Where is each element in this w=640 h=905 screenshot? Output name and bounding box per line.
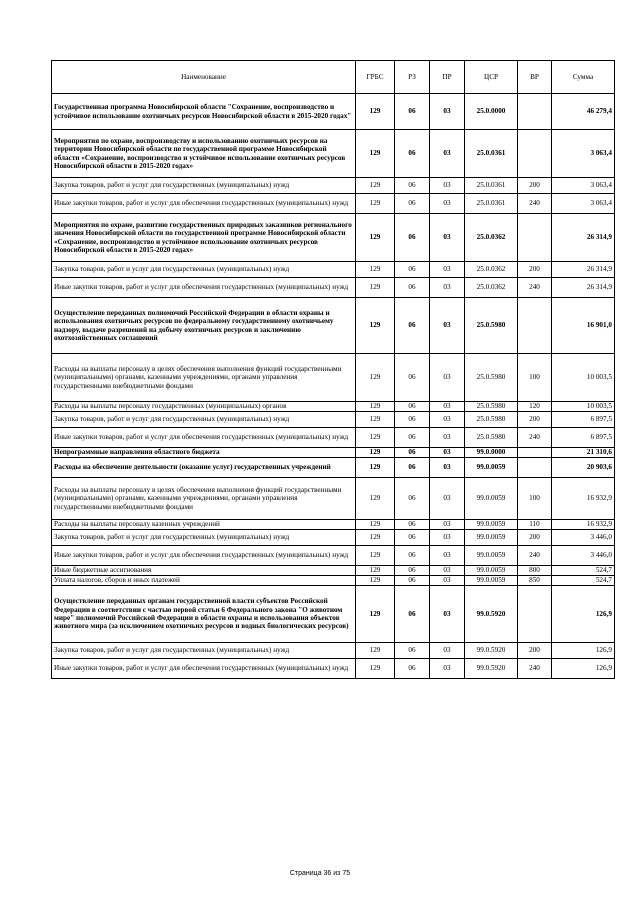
row-pr: 03 — [430, 530, 465, 546]
row-sum: 10 003,5 — [552, 402, 615, 412]
row-csr: 25.0.0000 — [465, 94, 518, 130]
row-rz: 06 — [395, 576, 430, 586]
row-vr — [518, 458, 552, 478]
row-rz: 06 — [395, 478, 430, 520]
row-grbs: 129 — [356, 586, 395, 643]
row-name: Иные бюджетные ассигнования — [52, 566, 356, 576]
row-grbs: 129 — [356, 520, 395, 530]
row-csr: 99.0.5920 — [465, 659, 518, 679]
row-rz: 06 — [395, 214, 430, 262]
row-vr — [518, 448, 552, 458]
row-vr: 240 — [518, 428, 552, 448]
row-name: Мероприятия по охране, развитию государственных природных заказников регионального значения Новосибирской области по государственной программе Новосибирской области «Сохранение, воспроизводство и устойчивое использование охотничьих ресурсов Новосибирской области в 2015-2020 годах» — [52, 214, 356, 262]
table-row — [52, 586, 615, 643]
row-name: Расходы на выплаты персоналу в целях обеспечения выполнения функций государственными (муниципальными) органами, казенными учреждениями, органами управления государственными внебюджетными фондами — [52, 478, 356, 520]
row-sum: 3 446,0 — [552, 530, 615, 546]
row-csr: 99.0.5920 — [465, 586, 518, 643]
row-grbs: 129 — [356, 576, 395, 586]
row-rz: 06 — [395, 448, 430, 458]
row-grbs: 129 — [356, 402, 395, 412]
row-pr: 03 — [430, 402, 465, 412]
row-rz: 06 — [395, 520, 430, 530]
table-row — [52, 214, 615, 262]
row-rz: 06 — [395, 178, 430, 194]
row-pr: 03 — [430, 458, 465, 478]
row-rz: 06 — [395, 586, 430, 643]
table-row — [52, 448, 615, 458]
row-sum: 20 903,6 — [552, 458, 615, 478]
row-name: Закупка товаров, работ и услуг для государственных (муниципальных) нужд — [52, 262, 356, 278]
table-header-row — [52, 61, 615, 94]
table-row — [52, 94, 615, 130]
row-grbs: 129 — [356, 262, 395, 278]
row-csr: 25.0.0361 — [465, 130, 518, 178]
row-vr: 240 — [518, 546, 552, 566]
table-row — [52, 178, 615, 194]
row-grbs: 129 — [356, 458, 395, 478]
header-name: Наименование — [52, 61, 356, 94]
row-vr: 200 — [518, 530, 552, 546]
header-pr: ПР — [430, 61, 465, 94]
row-sum: 3 446,0 — [552, 546, 615, 566]
table-row — [52, 478, 615, 520]
row-pr: 03 — [430, 478, 465, 520]
row-csr: 99.0.5920 — [465, 643, 518, 659]
row-csr: 25.0.5980 — [465, 298, 518, 354]
row-pr: 03 — [430, 298, 465, 354]
page-number: Страница 36 из 75 — [289, 870, 351, 877]
table-row — [52, 262, 615, 278]
row-rz: 06 — [395, 643, 430, 659]
table-row — [52, 566, 615, 576]
row-sum: 6 897,5 — [552, 412, 615, 428]
table-row — [52, 643, 615, 659]
row-rz: 06 — [395, 94, 430, 130]
row-rz: 06 — [395, 298, 430, 354]
table-row — [52, 194, 615, 214]
row-vr: 200 — [518, 643, 552, 659]
table-row — [52, 458, 615, 478]
budget-table — [51, 60, 615, 679]
row-sum: 3 063,4 — [552, 194, 615, 214]
header-sum: Сумма — [552, 61, 615, 94]
row-sum: 21 310,6 — [552, 448, 615, 458]
row-grbs: 129 — [356, 214, 395, 262]
table-row — [52, 298, 615, 354]
header-csr: ЦСР — [465, 61, 518, 94]
row-sum: 16 932,9 — [552, 520, 615, 530]
table-row — [52, 576, 615, 586]
row-grbs: 129 — [356, 448, 395, 458]
row-grbs: 129 — [356, 412, 395, 428]
row-sum: 26 314,9 — [552, 278, 615, 298]
row-sum: 524,7 — [552, 576, 615, 586]
row-name: Государственная программа Новосибирской области "Сохранение, воспроизводство и устойчивое использование охотничьих ресурсов Новосибирской области в 2015-2020 годах" — [52, 94, 356, 130]
row-grbs: 129 — [356, 566, 395, 576]
table-row — [52, 659, 615, 679]
row-sum: 6 897,5 — [552, 428, 615, 448]
row-sum: 16 932,9 — [552, 478, 615, 520]
row-csr: 25.0.5980 — [465, 354, 518, 402]
row-pr: 03 — [430, 194, 465, 214]
row-name: Иные закупки товаров, работ и услуг для обеспечения государственных (муниципальных) нужд — [52, 659, 356, 679]
row-grbs: 129 — [356, 428, 395, 448]
row-name: Осуществление переданных полномочий Российской Федерации в области охраны и использования охотничьих ресурсов по федеральному государственному охотничьему надзору, выдаче разрешений на добычу охотничьих ресурсов и заключению охотхозяйственных соглашений — [52, 298, 356, 354]
row-csr: 25.0.5980 — [465, 412, 518, 428]
row-rz: 06 — [395, 566, 430, 576]
table-row — [52, 278, 615, 298]
table-row — [52, 546, 615, 566]
row-name: Осуществление переданных органам государственной власти субъектов Российской Федерации в соответствии с частью первой статьи 6 Федерального закона "О животном мире" полномочий Российской Федерации в области охраны и использования объектов животного мира (за исключением охотничьих ресурсов и водных биологических ресурсов) — [52, 586, 356, 643]
row-pr: 03 — [430, 412, 465, 428]
row-rz: 06 — [395, 546, 430, 566]
row-rz: 06 — [395, 458, 430, 478]
table-row — [52, 428, 615, 448]
row-pr: 03 — [430, 214, 465, 262]
row-name: Иные закупки товаров, работ и услуг для обеспечения государственных (муниципальных) нужд — [52, 278, 356, 298]
row-vr: 200 — [518, 178, 552, 194]
row-grbs: 129 — [356, 278, 395, 298]
row-grbs: 129 — [356, 298, 395, 354]
row-pr: 03 — [430, 643, 465, 659]
row-pr: 03 — [430, 576, 465, 586]
row-vr — [518, 130, 552, 178]
row-vr: 200 — [518, 412, 552, 428]
row-pr: 03 — [430, 130, 465, 178]
row-rz: 06 — [395, 262, 430, 278]
row-pr: 03 — [430, 262, 465, 278]
table-row — [52, 520, 615, 530]
row-csr: 25.0.5980 — [465, 428, 518, 448]
row-pr: 03 — [430, 178, 465, 194]
row-sum: 26 314,9 — [552, 214, 615, 262]
row-sum: 3 063,4 — [552, 130, 615, 178]
row-name: Расходы на выплаты персоналу в целях обеспечения выполнения функций государственными (муниципальными) органами, казенными учреждениями, органами управления государственными внебюджетными фондами — [52, 354, 356, 402]
row-name: Иные закупки товаров, работ и услуг для обеспечения государственных (муниципальных) нужд — [52, 428, 356, 448]
row-pr: 03 — [430, 566, 465, 576]
row-pr: 03 — [430, 428, 465, 448]
row-grbs: 129 — [356, 354, 395, 402]
row-csr: 25.0.5980 — [465, 402, 518, 412]
row-rz: 06 — [395, 278, 430, 298]
table-row — [52, 402, 615, 412]
row-vr: 240 — [518, 659, 552, 679]
row-vr: 100 — [518, 478, 552, 520]
row-rz: 06 — [395, 428, 430, 448]
row-vr: 100 — [518, 354, 552, 402]
row-vr — [518, 298, 552, 354]
row-csr: 25.0.0362 — [465, 262, 518, 278]
row-rz: 06 — [395, 194, 430, 214]
table-body — [52, 94, 615, 679]
row-vr: 110 — [518, 520, 552, 530]
row-sum: 10 003,5 — [552, 354, 615, 402]
row-csr: 25.0.0361 — [465, 178, 518, 194]
row-vr — [518, 586, 552, 643]
row-name: Закупка товаров, работ и услуг для государственных (муниципальных) нужд — [52, 530, 356, 546]
row-csr: 99.0.0059 — [465, 478, 518, 520]
row-vr: 200 — [518, 262, 552, 278]
row-name: Расходы на выплаты персоналу государственных (муниципальных) органов — [52, 402, 356, 412]
row-sum: 126,9 — [552, 659, 615, 679]
row-rz: 06 — [395, 412, 430, 428]
row-grbs: 129 — [356, 546, 395, 566]
row-grbs: 129 — [356, 178, 395, 194]
row-grbs: 129 — [356, 659, 395, 679]
row-name: Расходы на выплаты персоналу казенных учреждений — [52, 520, 356, 530]
row-pr: 03 — [430, 659, 465, 679]
row-name: Закупка товаров, работ и услуг для государственных (муниципальных) нужд — [52, 643, 356, 659]
row-csr: 25.0.0362 — [465, 278, 518, 298]
row-pr: 03 — [430, 520, 465, 530]
row-name: Иные закупки товаров, работ и услуг для обеспечения государственных (муниципальных) нужд — [52, 194, 356, 214]
row-pr: 03 — [430, 546, 465, 566]
row-grbs: 129 — [356, 478, 395, 520]
table-row — [52, 354, 615, 402]
row-name: Непрограммные направления областного бюджета — [52, 448, 356, 458]
row-sum: 126,9 — [552, 643, 615, 659]
row-name: Уплата налогов, сборов и иных платежей — [52, 576, 356, 586]
row-vr: 800 — [518, 566, 552, 576]
header-vr: ВР — [518, 61, 552, 94]
row-name: Иные закупки товаров, работ и услуг для обеспечения государственных (муниципальных) нужд — [52, 546, 356, 566]
row-name: Мероприятия по охране, воспроизводству и использованию охотничьих ресурсов на территории Новосибирской области по государственной программе Новосибирской области «Сохранение, воспроизводство и устойчивое использование охотничьих ресурсов Новосибирской области в 2015-2020 годах» — [52, 130, 356, 178]
row-csr: 99.0.0059 — [465, 530, 518, 546]
row-vr: 120 — [518, 402, 552, 412]
row-pr: 03 — [430, 354, 465, 402]
row-grbs: 129 — [356, 94, 395, 130]
table-row — [52, 412, 615, 428]
row-sum: 46 279,4 — [552, 94, 615, 130]
table-row — [52, 130, 615, 178]
row-rz: 06 — [395, 130, 430, 178]
row-name: Закупка товаров, работ и услуг для государственных (муниципальных) нужд — [52, 412, 356, 428]
row-csr: 99.0.0000 — [465, 448, 518, 458]
row-rz: 06 — [395, 659, 430, 679]
row-pr: 03 — [430, 94, 465, 130]
row-csr: 99.0.0059 — [465, 546, 518, 566]
row-rz: 06 — [395, 354, 430, 402]
row-csr: 99.0.0059 — [465, 576, 518, 586]
row-vr — [518, 94, 552, 130]
row-grbs: 129 — [356, 530, 395, 546]
row-name: Закупка товаров, работ и услуг для государственных (муниципальных) нужд — [52, 178, 356, 194]
row-csr: 99.0.0059 — [465, 520, 518, 530]
row-csr: 25.0.0362 — [465, 214, 518, 262]
row-sum: 524,7 — [552, 566, 615, 576]
row-grbs: 129 — [356, 643, 395, 659]
row-rz: 06 — [395, 530, 430, 546]
row-pr: 03 — [430, 448, 465, 458]
row-grbs: 129 — [356, 194, 395, 214]
row-rz: 06 — [395, 402, 430, 412]
header-rz: РЗ — [395, 61, 430, 94]
row-name: Расходы на обеспечение деятельности (оказание услуг) государственных учреждений — [52, 458, 356, 478]
row-vr: 240 — [518, 194, 552, 214]
header-grbs: ГРБС — [356, 61, 395, 94]
row-csr: 99.0.0059 — [465, 566, 518, 576]
row-pr: 03 — [430, 278, 465, 298]
row-pr: 03 — [430, 586, 465, 643]
row-vr: 240 — [518, 278, 552, 298]
row-sum: 26 314,9 — [552, 262, 615, 278]
row-csr: 99.0.0059 — [465, 458, 518, 478]
table-row — [52, 530, 615, 546]
row-grbs: 129 — [356, 130, 395, 178]
row-sum: 3 063,4 — [552, 178, 615, 194]
row-sum: 126,9 — [552, 586, 615, 643]
row-sum: 16 901,0 — [552, 298, 615, 354]
row-vr: 850 — [518, 576, 552, 586]
row-vr — [518, 214, 552, 262]
row-csr: 25.0.0361 — [465, 194, 518, 214]
